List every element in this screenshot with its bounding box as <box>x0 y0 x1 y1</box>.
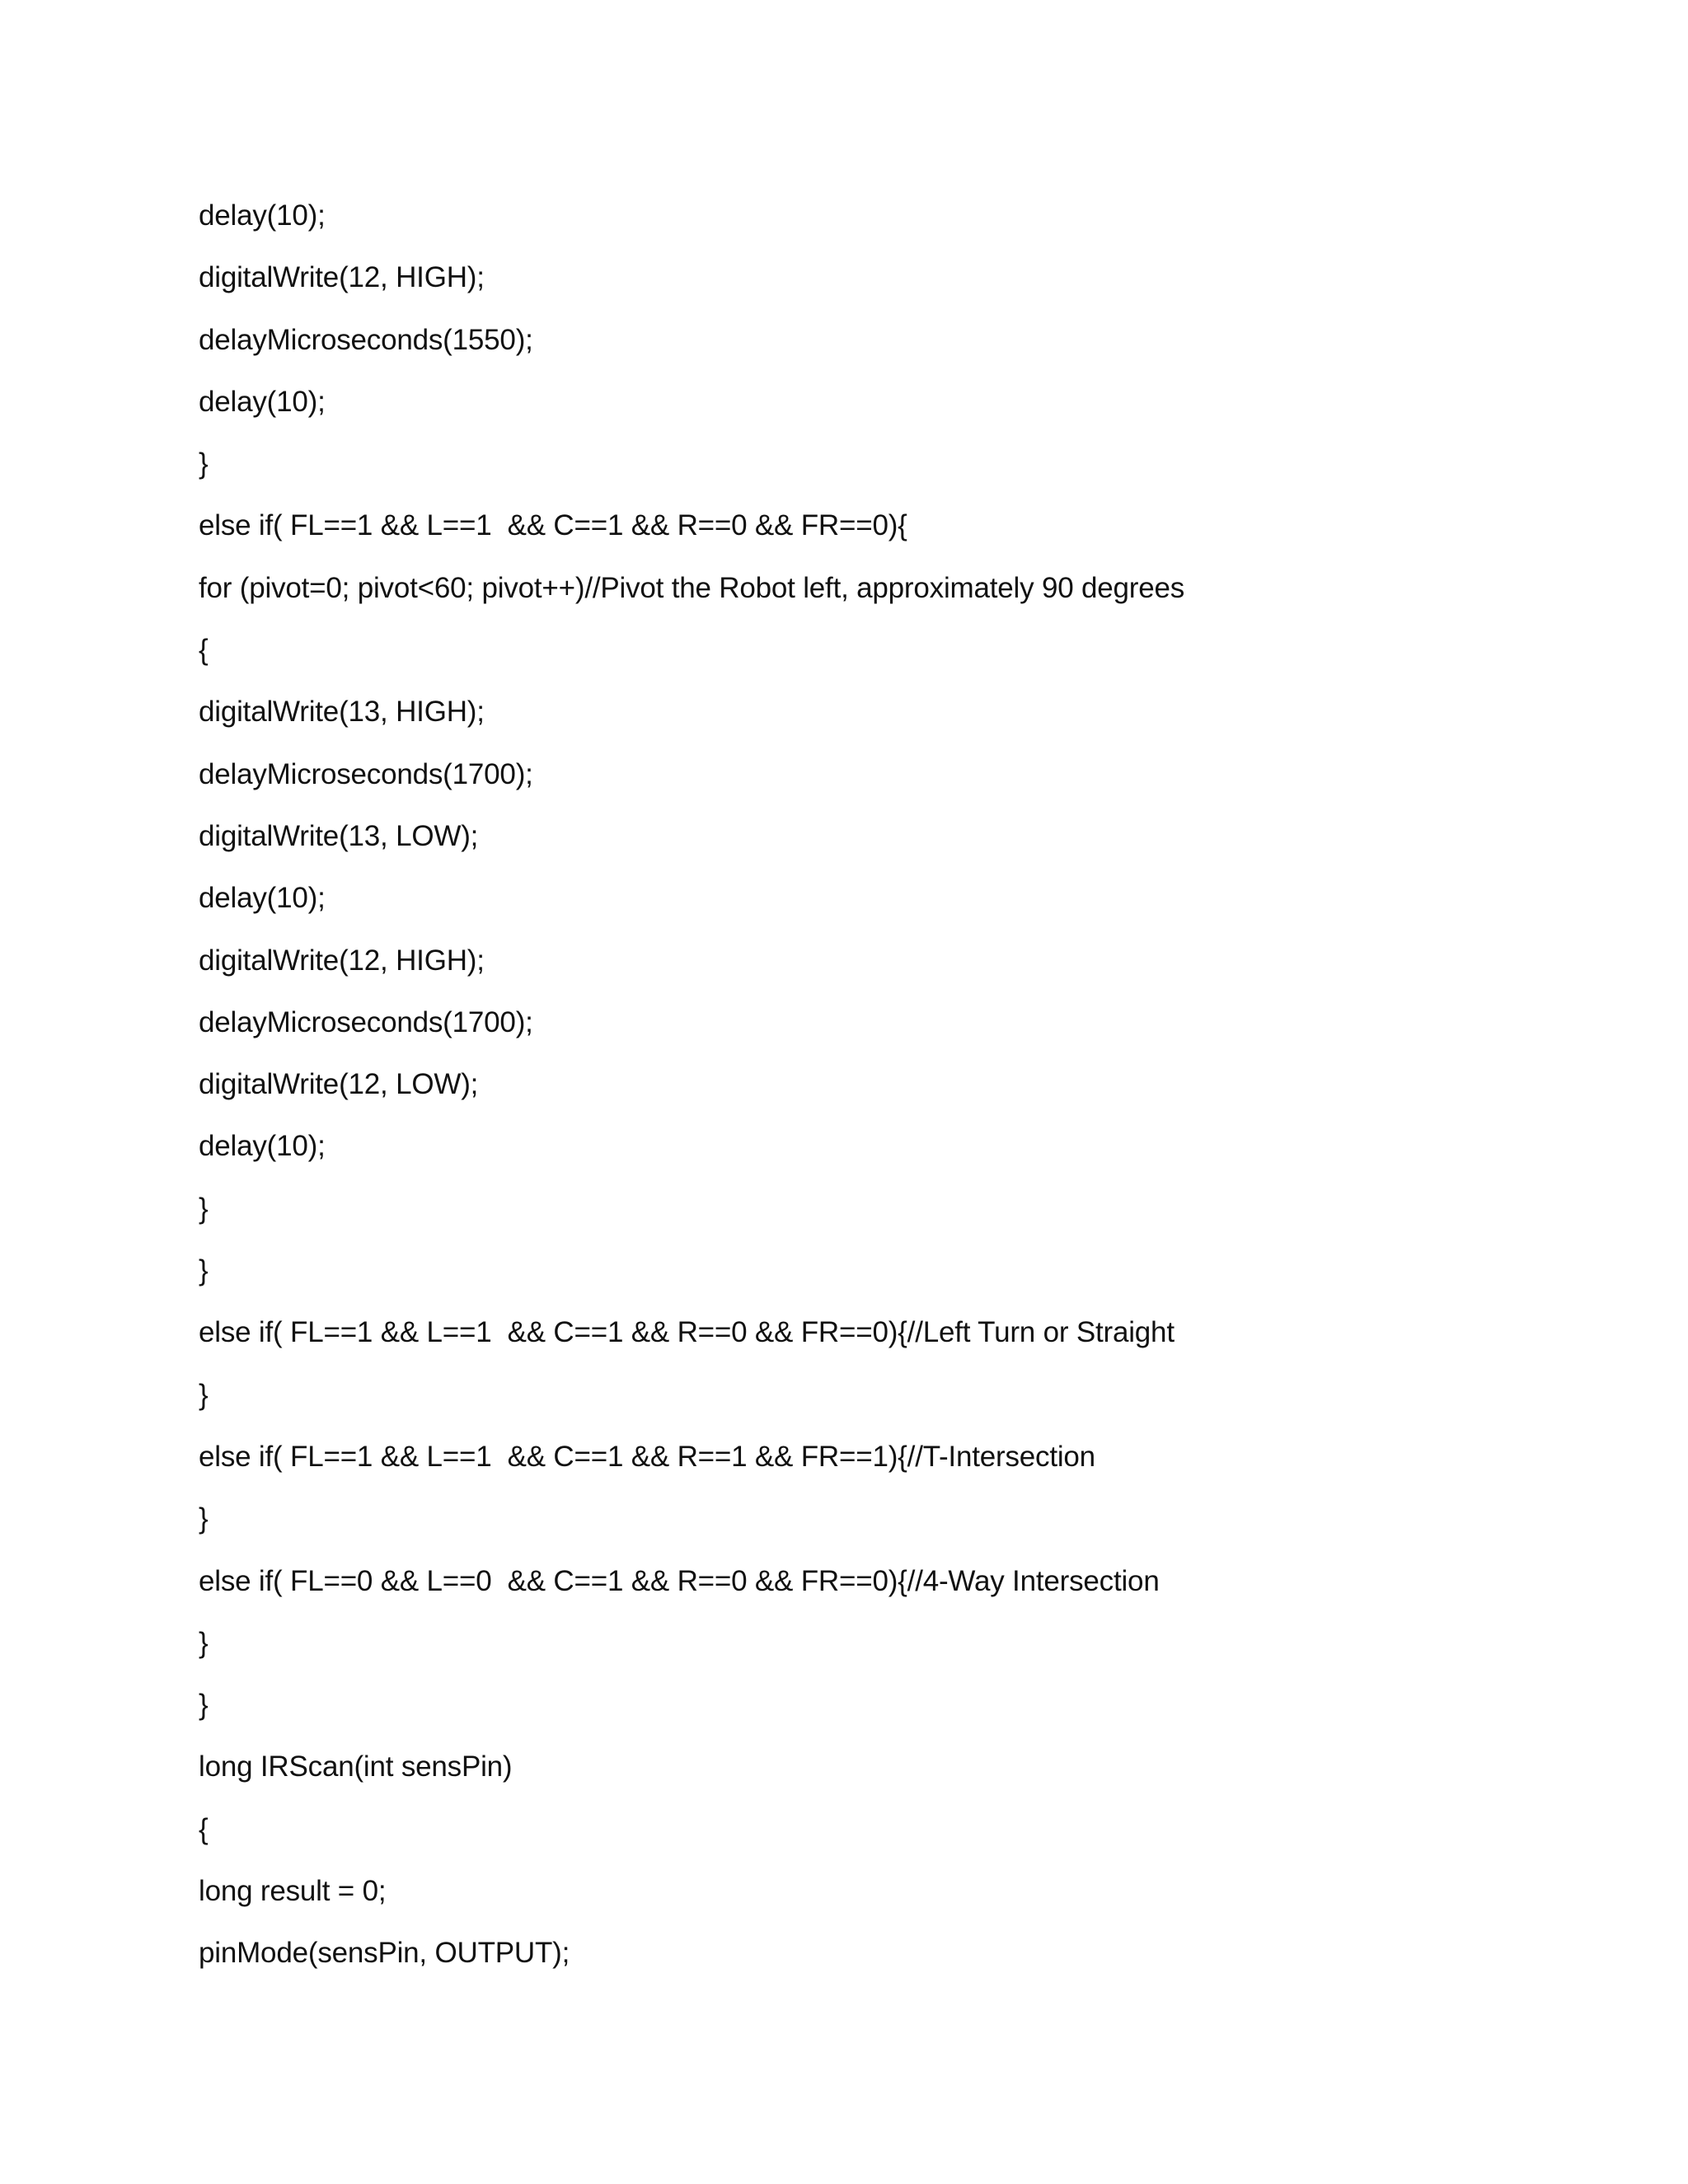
code-line: else if( FL==1 && L==1 && C==1 && R==0 && FR==0){ <box>199 509 907 542</box>
code-line: digitalWrite(13, HIGH); <box>199 696 485 729</box>
code-line: long IRScan(int sensPin) <box>199 1750 513 1783</box>
code-line: delayMicroseconds(1550); <box>199 323 533 356</box>
code-line: delayMicroseconds(1700); <box>199 757 533 790</box>
code-line: else if( FL==0 && L==0 && C==1 && R==0 && FR==0){//4-Way Intersection <box>199 1564 1160 1597</box>
code-line: delay(10); <box>199 199 326 232</box>
code-line: } <box>199 1502 209 1535</box>
code-line: { <box>199 1812 209 1845</box>
code-line: { <box>199 634 209 667</box>
code-line: } <box>199 1689 209 1722</box>
code-line: long result = 0; <box>199 1875 387 1908</box>
code-line: else if( FL==1 && L==1 && C==1 && R==1 && FR==1){//T-Intersection <box>199 1440 1095 1473</box>
code-line: delay(10); <box>199 882 326 915</box>
code-line: } <box>199 1254 209 1287</box>
code-line: delay(10); <box>199 1130 326 1163</box>
code-line: } <box>199 1378 209 1411</box>
code-line: digitalWrite(12, HIGH); <box>199 261 485 294</box>
code-text-block <box>199 194 1517 1994</box>
code-line: } <box>199 1626 209 1659</box>
code-line: delay(10); <box>199 385 326 418</box>
code-line: digitalWrite(13, LOW); <box>199 819 479 852</box>
code-line: } <box>199 1192 209 1225</box>
code-line: for (pivot=0; pivot<60; pivot++)//Pivot the Robot left, approximately 90 degrees <box>199 571 1185 604</box>
code-line: else if( FL==1 && L==1 && C==1 && R==0 && FR==0){//Left Turn or Straight <box>199 1316 1175 1349</box>
code-line: digitalWrite(12, LOW); <box>199 1068 479 1101</box>
code-line: pinMode(sensPin, OUTPUT); <box>199 1937 570 1970</box>
code-line: delayMicroseconds(1700); <box>199 1005 533 1038</box>
code-line: digitalWrite(12, HIGH); <box>199 944 485 977</box>
code-line: } <box>199 448 209 480</box>
